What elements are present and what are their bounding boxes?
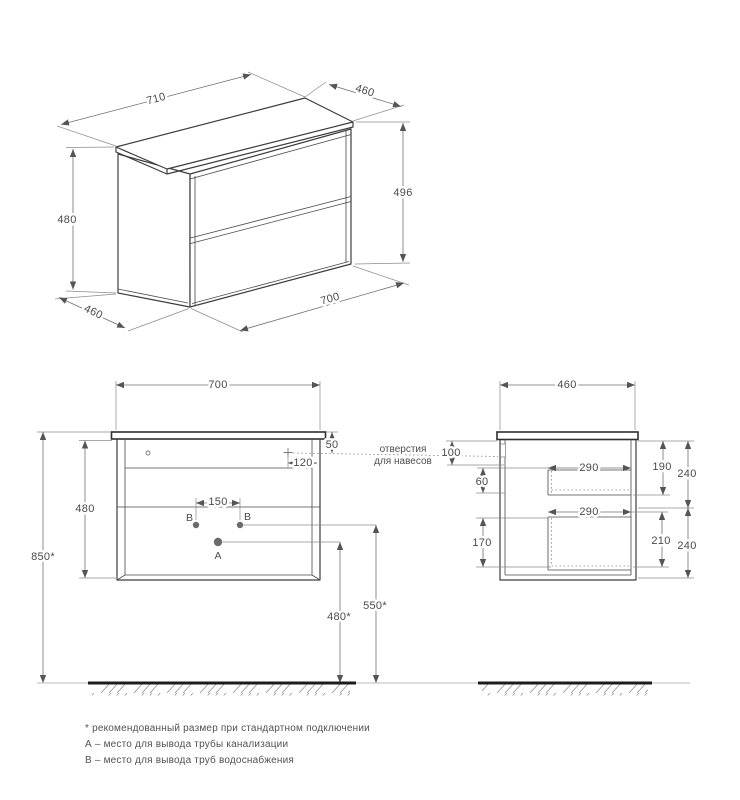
side-dimensions [441,379,696,578]
ground [37,683,690,696]
dim-side-depth: 460 [557,379,577,391]
dim-hanger-top-offset: 50 [325,439,339,451]
label-hole-b-left: В [185,512,193,524]
footnotes [85,723,370,766]
ground-hatch-front [92,685,350,696]
label-hole-b-right: В [244,511,252,523]
front-view [31,379,387,683]
dim-iso-height-right: 496 [393,187,413,199]
callout-line2: для навесов [374,456,432,467]
dim-drawer2-inner-height: 210 [651,535,671,547]
ground-hatch-side [482,685,648,696]
dim-water-height: 550* [363,600,387,612]
dim-front-width: 700 [208,379,228,391]
dim-front-inner-height: 480 [75,503,95,515]
dim-gap-60: 60 [475,476,489,488]
iso-view [55,72,413,332]
dim-drawer2-height: 240 [677,540,697,552]
hanger-hole-left [146,451,150,455]
front-countertop [112,432,326,439]
dim-iso-depth-bottom: 460 [82,302,105,322]
dim-total-height: 850* [31,551,55,563]
hanger-callout [293,444,498,467]
dim-iso-width-top: 710 [145,90,168,108]
dim-hanger-top: 100 [441,447,461,459]
dim-drain-height: 480* [327,611,351,623]
side-cabinet [497,432,638,580]
side-countertop [497,432,638,440]
drawer2-box [548,517,631,570]
hole-b-left [193,522,199,528]
dim-drawer1-height: 240 [677,468,697,480]
side-hanger-hole [501,444,506,457]
dim-b-holes-spacing: 150 [208,496,228,508]
footnote-hole-a: А – место для вывода трубы канализации [85,739,289,750]
dim-hanger-side-offset: 120 [293,457,313,469]
dim-iso-height-left: 480 [57,214,77,226]
side-body-outline [500,440,636,581]
dim-drawer2-offset: 170 [472,537,492,549]
cabinet-left-face [118,154,190,307]
footnote-recommended-size: * рекомендованный размер при стандартном подключении [85,723,370,734]
drawer1-dotted [552,471,631,494]
dim-drawer2-depth: 290 [579,506,599,518]
side-body-inner [505,440,631,576]
callout-line1: отверстия [379,444,427,455]
side-view [441,379,696,580]
hole-b-right [237,522,243,528]
dim-iso-depth-top: 460 [353,82,376,100]
dim-drawer1-inner-height: 190 [652,461,672,473]
drawer2-dotted [552,518,631,566]
footnote-hole-b: В – место для вывода труб водоснабжения [85,755,294,766]
dim-drawer1-depth: 290 [579,462,599,474]
hanger-hole-right-cross [284,448,293,457]
dim-iso-width-bottom: 700 [319,290,342,308]
label-hole-a: А [214,550,222,562]
hole-a [214,538,222,546]
front-dimensions [31,379,387,683]
iso-cabinet [116,98,353,307]
